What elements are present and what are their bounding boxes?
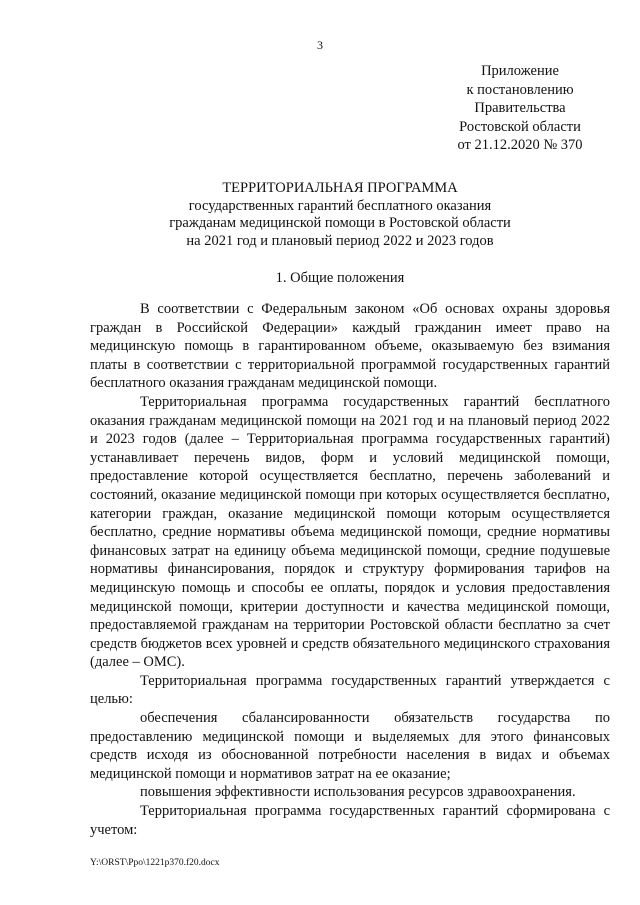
title-heading: ТЕРРИТОРИАЛЬНАЯ ПРОГРАММА — [222, 180, 458, 196]
title-line: на 2021 год и плановый период 2022 и 2023 годов — [186, 232, 494, 249]
title-line: гражданам медицинской помощи в Ростовской области — [169, 215, 511, 231]
paragraph: Территориальная программа государственных гарантий утверждается с целью: — [90, 672, 610, 708]
appendix-block — [440, 62, 600, 155]
appendix-line: от 21.12.2020 № 370 — [457, 137, 583, 153]
section-title: 1. Общие положения — [275, 270, 405, 286]
appendix-line: Ростовской области — [459, 118, 581, 135]
appendix-line: к постановлению — [466, 81, 574, 98]
paragraph: В соответствии с Федеральным законом «Об основах охраны здоровья граждан в Российской Федерации» каждый гражданин имеет право на медицинскую помощь в гарантированном объеме, оказываемую без взимания платы в соответствии с территориальной программой государственных гарантий бесплатного оказания гражданам медицинской помощи. — [90, 301, 610, 392]
page-number: 3 — [317, 38, 323, 52]
paragraph: обеспечения сбалансированности обязательств государства по предоставлению медицинской помощи и выделяемых для этого финансовых средств исходя из обоснованной потребности населения в видах и объемах медицинской помощи и нормативов затрат на ее оказание; — [90, 710, 610, 782]
appendix-line: Правительства — [474, 100, 566, 116]
appendix-line: Приложение — [481, 63, 559, 79]
file-path-footer: Y:\ORST\Ppo\1221p370.f20.docx — [90, 858, 220, 868]
document-body — [90, 300, 610, 839]
document-title — [60, 180, 620, 250]
paragraph: Территориальная программа государственных гарантий сформирована с учетом: — [90, 803, 610, 838]
paragraph: повышения эффективности использования ресурсов здравоохранения. — [140, 784, 576, 801]
paragraph: Территориальная программа государственных гарантий бесплатного оказания гражданам медицинской помощи на 2021 год и на плановый период 2022 и 2023 годов (далее – Территориальная программа государственных гарантий) устанавливает перечень видов, форм и условий медицинской помощи, предоставление которой осуществляется бесплатно, перечень заболеваний и состояний, оказание медицинской помощи при которых осуществляется бесплатно, категории граждан, оказание медицинской помощи которым осуществляется бесплатно, средние нормативы объема медицинской помощи, средние нормативы финансовых затрат на единицу объема медицинской помощи, средние подушевые нормативы финансирования, порядок и структуру формирования тарифов на медицинскую помощь и способы ее оплаты, порядок и условия предоставления медицинской помощи, критерии доступности и качества медицинской помощи, предоставляемой гражданам на территории Ростовской области бесплатно за счет средств бюджетов всех уровней и средств обязательного медицинского страхования (далее – ОМС). — [90, 393, 610, 671]
title-line: государственных гарантий бесплатного оказания — [188, 197, 492, 214]
